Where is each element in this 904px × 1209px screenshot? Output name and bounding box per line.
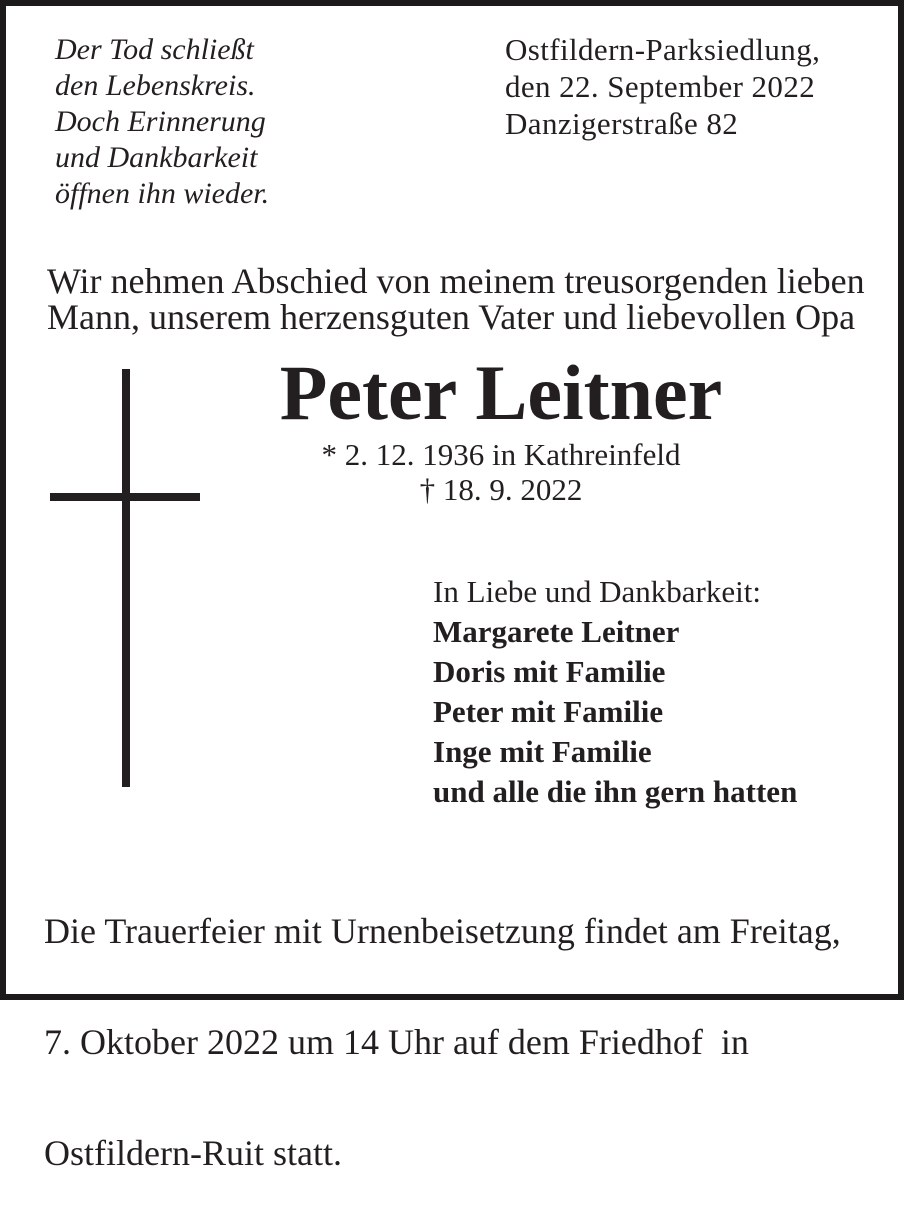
epigraph-line: Der Tod schließt bbox=[55, 33, 254, 66]
epigraph-line: Doch Erinnerung bbox=[55, 105, 266, 138]
intro-line: Wir nehmen Abschied von meinem treusorgenden lieben bbox=[47, 261, 865, 301]
mourner-name: und alle die ihn gern hatten bbox=[433, 774, 798, 809]
epigraph-verse bbox=[55, 32, 269, 212]
funeral-info-line: 7. Oktober 2022 um 14 Uhr auf dem Friedhof in bbox=[44, 1022, 749, 1062]
dateline-place: Ostfildern-Parksiedlung, bbox=[505, 32, 821, 67]
epigraph-line: und Dankbarkeit bbox=[55, 141, 258, 174]
epigraph-line: den Lebenskreis. bbox=[55, 69, 256, 102]
death-date-line: † 18. 9. 2022 bbox=[419, 472, 583, 507]
mourner-name: Doris mit Familie bbox=[433, 654, 666, 689]
mourner-name: Inge mit Familie bbox=[433, 734, 652, 769]
mourners-block bbox=[433, 572, 797, 812]
deceased-name: Peter Leitner bbox=[279, 349, 723, 436]
dateline-block bbox=[505, 31, 820, 142]
funeral-info-line: Ostfildern-Ruit statt. bbox=[44, 1133, 342, 1173]
intro-line: Mann, unserem herzensguten Vater und liebevollen Opa bbox=[47, 297, 856, 337]
birth-date-line: * 2. 12. 1936 in Kathreinfeld bbox=[321, 437, 681, 472]
dateline-date: den 22. September 2022 bbox=[505, 69, 816, 104]
mourner-name: Margarete Leitner bbox=[433, 614, 680, 649]
intro-paragraph bbox=[47, 263, 865, 335]
dateline-street: Danzigerstraße 82 bbox=[505, 106, 739, 141]
mourners-heading: In Liebe und Dankbarkeit: bbox=[433, 574, 761, 609]
epigraph-line: öffnen ihn wieder. bbox=[55, 177, 270, 210]
funeral-info-paragraph bbox=[44, 839, 841, 1209]
funeral-info-line: Die Trauerfeier mit Urnenbeisetzung findet am Freitag, bbox=[44, 911, 841, 951]
mourner-name: Peter mit Familie bbox=[433, 694, 664, 729]
